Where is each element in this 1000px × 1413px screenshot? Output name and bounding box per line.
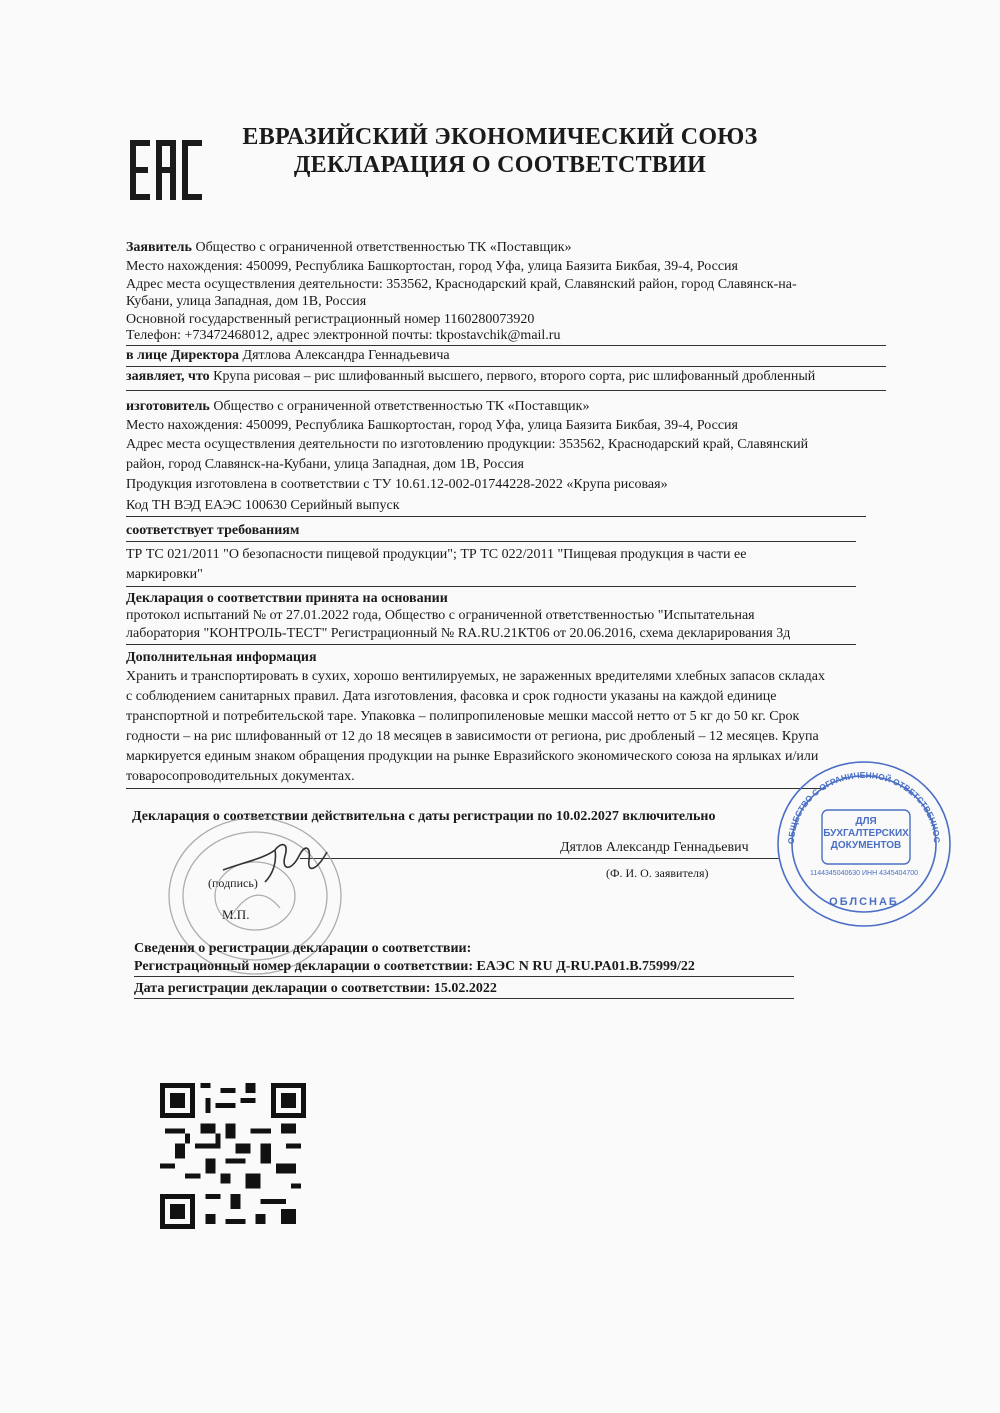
representative-line	[126, 347, 450, 365]
declaration-title: ДЕКЛАРАЦИЯ О СООТВЕТСТВИИ	[293, 152, 707, 178]
basis-label: Декларация о соответствии принята на основании	[126, 591, 448, 606]
blue-stamp	[774, 758, 954, 930]
basis-laboratory: лаборатория "КОНТРОЛЬ-ТЕСТ" Регистрационный № RA.RU.21КТ06 от 20.06.2016, схема декларирования 3д	[126, 626, 791, 641]
manufacturer-name: Общество с ограниченной ответственностью ТК «Поставщик»	[213, 399, 590, 414]
stamp-center	[822, 816, 910, 852]
manufacturer-activity-address: Адрес места осуществления деятельности по изготовлению продукции: 353562, Краснодарский край, Славянский	[126, 437, 809, 452]
eac-logo	[130, 140, 202, 200]
union-title: ЕВРАЗИЙСКИЙ ЭКОНОМИЧЕСКИЙ СОЮЗ	[242, 124, 758, 150]
applicant-ogrn: Основной государственный регистрационный номер 1160280073920	[126, 312, 535, 327]
additional-text-5: маркируется единым знаком обращения продукции на рынке Евразийского экономического союза на ярлыках и/или	[126, 749, 819, 764]
basis-protocol: протокол испытаний № от 27.01.2022 года, Общество с ограниченной ответственностью "Испытательная	[126, 608, 755, 623]
applicant-activity-address: Адрес места осуществления деятельности: 353562, Краснодарский край, Славянский район, город Славянск-на-	[126, 277, 797, 292]
declares-label: заявляет, что	[126, 369, 210, 384]
validity-text: Декларация о соответствии действительна с даты регистрации по 10.02.2027 включительно	[132, 809, 716, 824]
applicant-line	[126, 239, 572, 257]
applicant-address: Место нахождения: 450099, Республика Башкортостан, город Уфа, улица Баязита Бикбая, 39-4, Россия	[126, 259, 738, 274]
tn-ved-code: Код ТН ВЭД ЕАЭС 100630 Серийный выпуск	[126, 498, 400, 513]
manufacturer-activity-address-cont: район, город Славянск-на-Кубани, улица Западная, дом 1В, Россия	[126, 457, 524, 472]
eac-logo-icon	[130, 140, 202, 200]
divider	[134, 998, 794, 999]
additional-text-4: годности – на рис шлифованный от 12 до 18 месяцев в зависимости от региона, рис дробленый – 12 месяцев. Крупа	[126, 729, 819, 744]
divider	[126, 644, 856, 645]
product-spec: Продукция изготовлена в соответствии с ТУ 10.61.12-002-01744228-2022 «Крупа рисовая»	[126, 477, 668, 492]
stamp-bottom: ОБЛСНАБ	[829, 896, 899, 908]
additional-text-2: с соблюдением санитарных правил. Дата изготовления, фасовка и срок годности указаны на каждой единице	[126, 689, 777, 704]
manufacturer-label: изготовитель	[126, 399, 210, 414]
applicant-name: Общество с ограниченной ответственностью ТК «Поставщик»	[195, 240, 572, 255]
seal-mark: М.П.	[222, 907, 250, 922]
divider	[126, 586, 856, 587]
declares-line	[126, 368, 815, 386]
signatory-name: Дятлов Александр Геннадьевич	[560, 840, 749, 855]
divider	[126, 390, 886, 391]
additional-text-1: Хранить и транспортировать в сухих, хорошо вентилируемых, не зараженных вредителями хлебных запасов складах	[126, 669, 826, 684]
registration-heading: Сведения о регистрации декларации о соответствии:	[134, 941, 472, 956]
signature-line	[300, 858, 780, 859]
stamp-center-line3: ДОКУМЕНТОВ	[830, 840, 902, 851]
applicant-activity-address-cont: Кубани, улица Западная, дом 1В, Россия	[126, 294, 367, 309]
stamp-ring-text: ОБЩЕСТВО С ОГРАНИЧЕННОЙ ОТВЕТСТВЕННОС	[785, 769, 943, 845]
divider	[134, 976, 794, 977]
requirements-label: соответствует требованиям	[126, 523, 300, 538]
divider	[126, 788, 826, 789]
manufacturer-address: Место нахождения: 450099, Республика Башкортостан, город Уфа, улица Баязита Бикбая, 39-4, Россия	[126, 418, 738, 433]
handwritten-signature	[215, 836, 335, 888]
stamp-center-line1: ДЛЯ	[855, 816, 877, 827]
stamp-inn: 1144345040630 ИНН 4345404700	[809, 870, 919, 877]
signature-caption: (подпись)	[208, 876, 258, 890]
product-name: Крупа рисовая – рис шлифованный высшего, первого, второго сорта, рис шлифованный дробленный	[213, 369, 816, 384]
qr-code	[160, 1083, 306, 1229]
manufacturer-line	[126, 398, 589, 416]
applicant-contacts: Телефон: +73472468012, адрес электронной почты: tkpostavchik@mail.ru	[126, 328, 561, 343]
additional-text-6: товаросопроводительных документах.	[126, 769, 355, 784]
name-caption: (Ф. И. О. заявителя)	[606, 866, 709, 880]
registration-date: Дата регистрации декларации о соответствии: 15.02.2022	[134, 981, 497, 996]
divider	[126, 366, 886, 367]
registration-number: Регистрационный номер декларации о соответствии: ЕАЭС N RU Д-RU.PA01.B.75999/22	[134, 959, 695, 974]
divider	[126, 516, 866, 517]
stamp-center-line2: БУХГАЛТЕРСКИХ	[823, 828, 909, 839]
representative-name: Дятлова Александра Геннадьевича	[242, 348, 450, 363]
requirements-text: ТР ТС 021/2011 "О безопасности пищевой продукции"; ТР ТС 022/2011 "Пищевая продукция в части ее	[126, 547, 747, 562]
requirements-text-cont: маркировки"	[126, 567, 203, 582]
divider	[126, 345, 886, 346]
divider	[126, 541, 856, 542]
applicant-label: Заявитель	[126, 240, 192, 255]
additional-text-3: транспортной и потребительской таре. Упаковка – полипропиленовые мешки массой нетто от 5 кг до 50 кг. Срок	[126, 709, 800, 724]
representative-label: в лице Директора	[126, 348, 240, 363]
additional-label: Дополнительная информация	[126, 650, 317, 665]
